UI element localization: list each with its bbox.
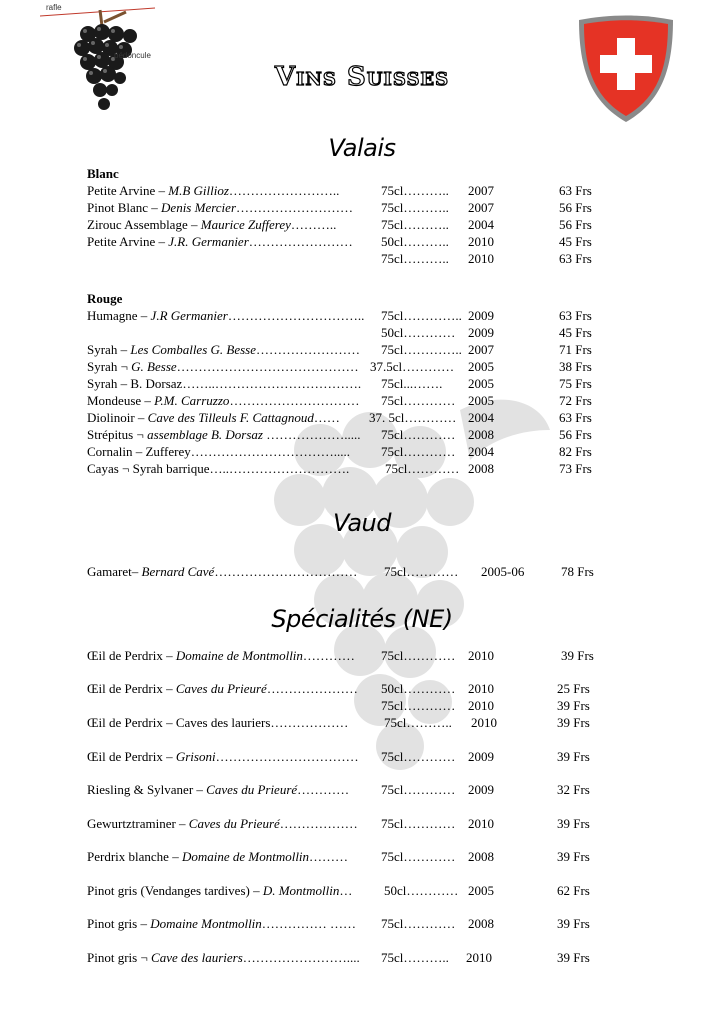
wine-volume: 37.5cl………… — [370, 359, 455, 374]
wine-name: Pinot gris (Vendanges tardives) – D. Montmollin… — [87, 883, 353, 898]
wine-row — [0, 915, 724, 932]
wine-name: Œil de Perdrix – Caves des lauriers……………… — [87, 715, 349, 730]
wine-year: 2010 — [468, 698, 494, 713]
wine-year: 2010 — [468, 234, 494, 249]
wine-price: 73 Frs — [559, 461, 592, 476]
wine-name: Œil de Perdrix – Domaine de Montmollin………… — [87, 648, 355, 663]
wine-year: 2009 — [468, 749, 494, 764]
wine-year: 2005 — [468, 393, 494, 408]
wine-price: 25 Frs — [557, 681, 590, 696]
wine-year: 2009 — [468, 782, 494, 797]
wine-row — [0, 216, 724, 233]
wine-price: 38 Frs — [559, 359, 592, 374]
wine-volume: 75cl……….. — [381, 217, 449, 232]
wine-price: 39 Frs — [557, 715, 590, 730]
wine-row — [0, 697, 724, 714]
wine-price: 63 Frs — [559, 183, 592, 198]
wine-price: 39 Frs — [557, 816, 590, 831]
wine-name: Syrah – Les Comballes G. Besse…………………… — [87, 342, 361, 357]
wine-row — [0, 409, 724, 426]
wine-volume: 50cl……….. — [381, 234, 449, 249]
wine-price: 39 Frs — [557, 916, 590, 931]
wine-price: 32 Frs — [557, 782, 590, 797]
wine-price: 39 Frs — [557, 950, 590, 965]
wine-volume: 75cl………… — [384, 564, 459, 579]
wine-year: 2007 — [468, 183, 494, 198]
wine-name: Cayas ¬ Syrah barrique…..………………………. — [87, 461, 350, 476]
wine-name: Humagne – J.R Germanier………………………….. — [87, 308, 365, 323]
wine-year: 2005-06 — [481, 564, 525, 579]
wine-volume: 75cl………… — [381, 698, 456, 713]
wine-name: Petite Arvine – J.R. Germanier…………………… — [87, 234, 353, 249]
wine-volume: 75cl………… — [381, 393, 456, 408]
wine-price: 56 Frs — [559, 200, 592, 215]
wine-row — [0, 949, 724, 966]
wine-volume: 75cl………… — [381, 816, 456, 831]
wine-price: 45 Frs — [559, 234, 592, 249]
wine-volume: 37. 5cl………… — [369, 410, 457, 425]
wine-price: 63 Frs — [559, 251, 592, 266]
wine-row — [0, 250, 724, 267]
wine-row — [0, 358, 724, 375]
wine-volume: 75cl………….. — [381, 342, 462, 357]
wine-year: 2007 — [468, 342, 494, 357]
wine-row — [0, 341, 724, 358]
wine-row — [0, 392, 724, 409]
wine-year: 2010 — [468, 251, 494, 266]
category-rouge: Rouge — [87, 291, 123, 306]
wine-name: Perdrix blanche – Domaine de Montmollin……… — [87, 849, 349, 864]
wine-price: 39 Frs — [561, 648, 594, 663]
category-blanc: Blanc — [87, 166, 119, 181]
wine-volume: 75cl...……. — [381, 376, 443, 391]
wine-name: Syrah ¬ G. Besse…………………………………… — [87, 359, 359, 374]
wine-year: 2010 — [471, 715, 497, 730]
wine-row — [0, 460, 724, 477]
wine-volume: 50cl………… — [381, 325, 456, 340]
wine-name: Riesling & Sylvaner – Caves du Prieuré………… — [87, 782, 350, 797]
wine-row — [0, 882, 724, 899]
wine-row — [0, 848, 724, 865]
wine-name: Mondeuse – P.M. Carruzzo………………………… — [87, 393, 360, 408]
wine-price: 56 Frs — [559, 217, 592, 232]
wine-row — [0, 426, 724, 443]
wine-row — [0, 714, 724, 731]
wine-name: Œil de Perdrix – Caves du Prieuré………………… — [87, 681, 358, 696]
wine-volume: 75cl………… — [381, 648, 456, 663]
wine-name: Petite Arvine – M.B Gillioz…………………….. — [87, 183, 340, 198]
wine-year: 2004 — [468, 444, 494, 459]
wine-volume: 75cl………… — [381, 444, 456, 459]
section-title-vaud: Vaud — [332, 509, 392, 537]
wine-price: 39 Frs — [557, 849, 590, 864]
wine-name: Syrah – B. Dorsaz……..……………………………. — [87, 376, 362, 391]
wine-year: 2008 — [468, 849, 494, 864]
wine-name: Cornalin – Zufferey……………………………..... — [87, 444, 350, 459]
wine-year: 2009 — [468, 325, 494, 340]
wine-year: 2010 — [468, 816, 494, 831]
wine-price: 39 Frs — [557, 749, 590, 764]
wine-volume: 75cl………… — [381, 749, 456, 764]
wine-row — [0, 199, 724, 216]
wine-price: 56 Frs — [559, 427, 592, 442]
wine-row — [0, 375, 724, 392]
section-title-specialites: Spécialités (NE) — [271, 605, 453, 633]
wine-year: 2010 — [468, 681, 494, 696]
wine-volume: 75cl……….. — [381, 251, 449, 266]
wine-year: 2007 — [468, 200, 494, 215]
wine-row — [0, 233, 724, 250]
wine-volume: 50cl………… — [381, 681, 456, 696]
wine-volume: 75cl……….. — [381, 200, 449, 215]
wine-price: 82 Frs — [559, 444, 592, 459]
wine-row — [0, 443, 724, 460]
wine-name: Diolinoir – Cave des Tilleuls F. Cattagnoud…… — [87, 410, 340, 425]
wine-price: 78 Frs — [561, 564, 594, 579]
wine-name: Pinot gris – Domaine Montmollin…………… …… — [87, 916, 357, 931]
wine-volume: 75cl………… — [381, 782, 456, 797]
wine-name: Gewurtztraminer – Caves du Prieuré……………… — [87, 816, 358, 831]
wine-price: 39 Frs — [557, 698, 590, 713]
wine-year: 2010 — [466, 950, 492, 965]
wine-price: 62 Frs — [557, 883, 590, 898]
wine-price: 72 Frs — [559, 393, 592, 408]
wine-name: Zirouc Assemblage – Maurice Zufferey……….. — [87, 217, 337, 232]
wine-row — [0, 680, 724, 697]
wine-name: Œil de Perdrix – Grisoni…………………………… — [87, 749, 359, 764]
wine-price: 75 Frs — [559, 376, 592, 391]
wine-volume: 75cl……….. — [381, 183, 449, 198]
wine-name: Gamaret– Bernard Cavé…………………………… — [87, 564, 358, 579]
wine-year: 2008 — [468, 461, 494, 476]
wine-row — [0, 324, 724, 341]
wine-name: Pinot Blanc – Denis Mercier……………………… — [87, 200, 353, 215]
wine-volume: 75cl……….. — [381, 950, 449, 965]
wine-volume: 75cl………….. — [381, 308, 462, 323]
wine-price: 63 Frs — [559, 308, 592, 323]
wine-price: 71 Frs — [559, 342, 592, 357]
wine-year: 2009 — [468, 308, 494, 323]
wine-row — [0, 781, 724, 798]
wine-volume: 75cl………… — [385, 461, 460, 476]
wine-name: Pinot gris ¬ Cave des lauriers…………………….... — [87, 950, 360, 965]
wine-year: 2005 — [468, 359, 494, 374]
wine-volume: 75cl……….. — [384, 715, 452, 730]
wine-price: 45 Frs — [559, 325, 592, 340]
wine-volume: 75cl………… — [381, 916, 456, 931]
wine-year: 2008 — [468, 916, 494, 931]
wine-row — [0, 182, 724, 199]
wine-row — [0, 647, 724, 664]
wine-name: Strépitus ¬ assemblage B. Dorsaz ………………..... — [87, 427, 361, 442]
wine-year: 2004 — [468, 410, 494, 425]
grape-label-rafle: rafle — [46, 3, 62, 12]
wine-volume: 75cl………… — [381, 849, 456, 864]
section-title-valais: Valais — [328, 134, 396, 162]
wine-year: 2004 — [468, 217, 494, 232]
wine-year: 2005 — [468, 883, 494, 898]
wine-volume: 50cl………… — [384, 883, 459, 898]
wine-row — [0, 815, 724, 832]
wine-row — [0, 307, 724, 324]
wine-year: 2008 — [468, 427, 494, 442]
wine-volume: 75cl………… — [381, 427, 456, 442]
wine-year: 2010 — [468, 648, 494, 663]
wine-price: 63 Frs — [559, 410, 592, 425]
grape-bunch-icon — [40, 0, 160, 120]
wine-row — [0, 563, 724, 580]
wine-row — [0, 748, 724, 765]
grape-label-pedoncule: pédoncule — [114, 51, 151, 60]
wine-year: 2005 — [468, 376, 494, 391]
page-title: Vins Suisses — [274, 62, 450, 92]
